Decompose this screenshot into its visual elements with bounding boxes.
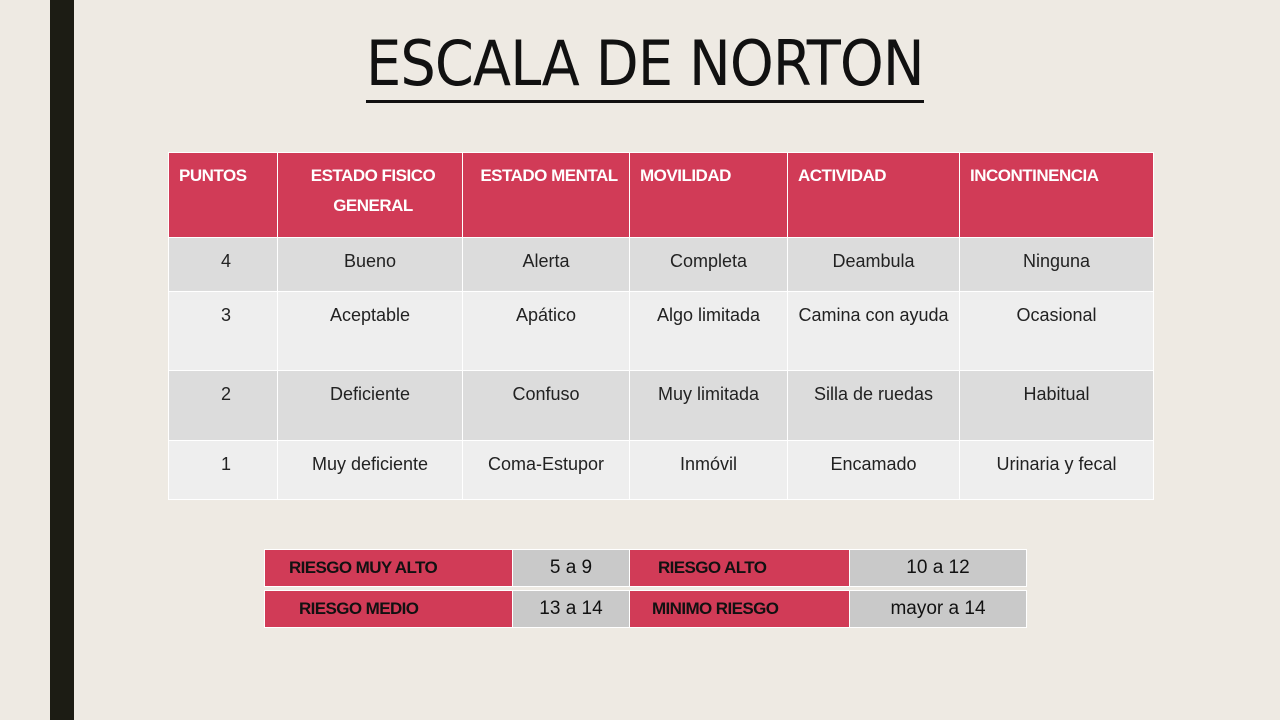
cell-actividad: Silla de ruedas — [788, 371, 960, 441]
cell-incontinencia: Ocasional — [960, 292, 1154, 371]
risk-range: 10 a 12 — [850, 550, 1027, 587]
cell-actividad: Encamado — [788, 441, 960, 500]
cell-movilidad: Muy limitada — [630, 371, 788, 441]
cell-movilidad: Completa — [630, 238, 788, 292]
risk-label: RIESGO ALTO — [630, 550, 850, 587]
cell-incontinencia: Habitual — [960, 371, 1154, 441]
risk-range: 5 a 9 — [513, 550, 630, 587]
risk-label: RIESGO MUY ALTO — [265, 550, 513, 587]
cell-puntos: 4 — [169, 238, 278, 292]
table-row — [169, 292, 1154, 371]
risk-range: mayor a 14 — [850, 591, 1027, 628]
header-incontinencia: INCONTINENCIA — [960, 153, 1154, 238]
risk-label: RIESGO MEDIO — [265, 591, 513, 628]
cell-estado-fisico: Bueno — [278, 238, 463, 292]
cell-estado-fisico: Muy deficiente — [278, 441, 463, 500]
cell-estado-mental: Coma-Estupor — [463, 441, 630, 500]
cell-puntos: 3 — [169, 292, 278, 371]
table-row — [169, 371, 1154, 441]
cell-estado-mental: Confuso — [463, 371, 630, 441]
risk-label: MINIMO RIESGO — [630, 591, 850, 628]
table-row — [169, 441, 1154, 500]
risk-range: 13 a 14 — [513, 591, 630, 628]
cell-puntos: 2 — [169, 371, 278, 441]
header-estado-mental: ESTADO MENTAL — [463, 153, 630, 238]
cell-actividad: Camina con ayuda — [788, 292, 960, 371]
header-puntos: PUNTOS — [169, 153, 278, 238]
norton-scale-table — [168, 152, 1154, 500]
risk-row — [265, 591, 1027, 628]
cell-actividad: Deambula — [788, 238, 960, 292]
cell-movilidad: Algo limitada — [630, 292, 788, 371]
risk-legend-table — [264, 549, 1027, 628]
header-movilidad: MOVILIDAD — [630, 153, 788, 238]
cell-incontinencia: Urinaria y fecal — [960, 441, 1154, 500]
side-accent-bar — [50, 0, 74, 720]
cell-estado-fisico: Deficiente — [278, 371, 463, 441]
table-row — [169, 238, 1154, 292]
cell-estado-mental: Alerta — [463, 238, 630, 292]
cell-estado-mental: Apático — [463, 292, 630, 371]
cell-incontinencia: Ninguna — [960, 238, 1154, 292]
cell-puntos: 1 — [169, 441, 278, 500]
cell-movilidad: Inmóvil — [630, 441, 788, 500]
table-header-row — [169, 153, 1154, 238]
header-actividad: ACTIVIDAD — [788, 153, 960, 238]
risk-row — [265, 550, 1027, 587]
cell-estado-fisico: Aceptable — [278, 292, 463, 371]
page-title-text: ESCALA DE NORTON — [366, 28, 924, 103]
header-estado-fisico: ESTADO FISICO GENERAL — [278, 153, 463, 238]
page-title — [0, 24, 1280, 104]
